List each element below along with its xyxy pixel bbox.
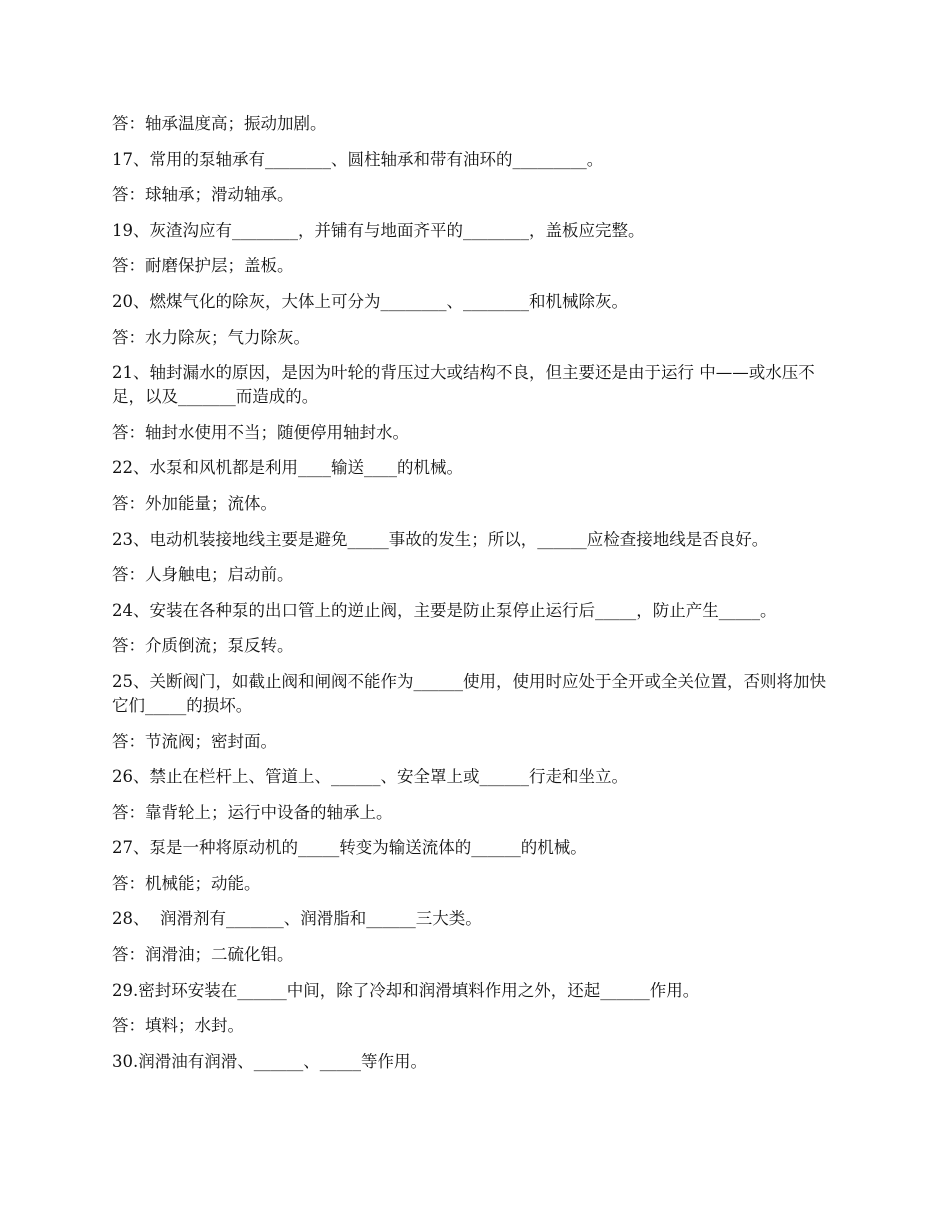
answer-line: 答：人身触电；启动前。 xyxy=(112,565,294,585)
question-line: 30.润滑油有润滑、______、_____等作用。 xyxy=(112,1051,427,1071)
answer-line: 答：节流阀；密封面。 xyxy=(112,731,277,751)
question-line: 29.密封环安装在______中间，除了冷却和润滑填料作用之外，还起______作用。 xyxy=(112,980,700,1000)
question-line: 24、安装在各种泵的出口管上的逆止阀，主要是防止泵停止运行后_____，防止产生_____。 xyxy=(112,600,777,620)
answer-line: 答：填料；水封。 xyxy=(112,1016,244,1036)
question-line: 25、关断阀门，如截止阀和闸阀不能作为______使用，使用时应处于全开或全关位置，否则将加快它们_____的损坏。 xyxy=(112,671,826,715)
answer-line: 答：机械能；动能。 xyxy=(112,873,261,893)
answer-line: 答：耐磨保护层；盖板。 xyxy=(112,256,294,276)
question-line: 23、电动机装接地线主要是避免_____事故的发生；所以，______应检查接地线是否良好。 xyxy=(112,529,769,549)
answer-line: 答：轴承温度高；振动加剧。 xyxy=(112,114,327,133)
question-line: 20、燃煤气化的除灰，大体上可分为________、________和机械除灰。 xyxy=(112,291,628,311)
question-line: 21、轴封漏水的原因，是因为叶轮的背压过大或结构不良，但主要还是由于运行 中——或水压不足，以及_______而造成的。 xyxy=(112,363,815,407)
answer-line: 答：靠背轮上；运行中设备的轴承上。 xyxy=(112,802,393,822)
answer-line: 答：介质倒流；泵反转。 xyxy=(112,636,294,656)
answer-line: 答：外加能量；流体。 xyxy=(112,493,277,513)
question-line: 19、灰渣沟应有________，并铺有与地面齐平的________，盖板应完整。 xyxy=(112,220,645,240)
document-page xyxy=(112,112,842,1085)
question-line: 22、水泵和风机都是利用____输送____的机械。 xyxy=(112,458,463,478)
question-line: 26、禁止在栏杆上、管道上、______、安全罩上或______行走和坐立。 xyxy=(112,767,628,787)
answer-line: 答：球轴承；滑动轴承。 xyxy=(112,185,294,205)
question-line: 27、泵是一种将原动机的_____转变为输送流体的______的机械。 xyxy=(112,838,587,858)
answer-line: 答：轴封水使用不当；随便停用轴封水。 xyxy=(112,422,409,442)
answer-line: 答：润滑油；二硫化钼。 xyxy=(112,945,294,965)
answer-line: 答：水力除灰；气力除灰。 xyxy=(112,327,310,347)
question-line: 17、常用的泵轴承有________、圆柱轴承和带有油环的_________。 xyxy=(112,149,604,169)
question-line: 28、 润滑剂有_______、润滑脂和______三大类。 xyxy=(112,909,482,929)
